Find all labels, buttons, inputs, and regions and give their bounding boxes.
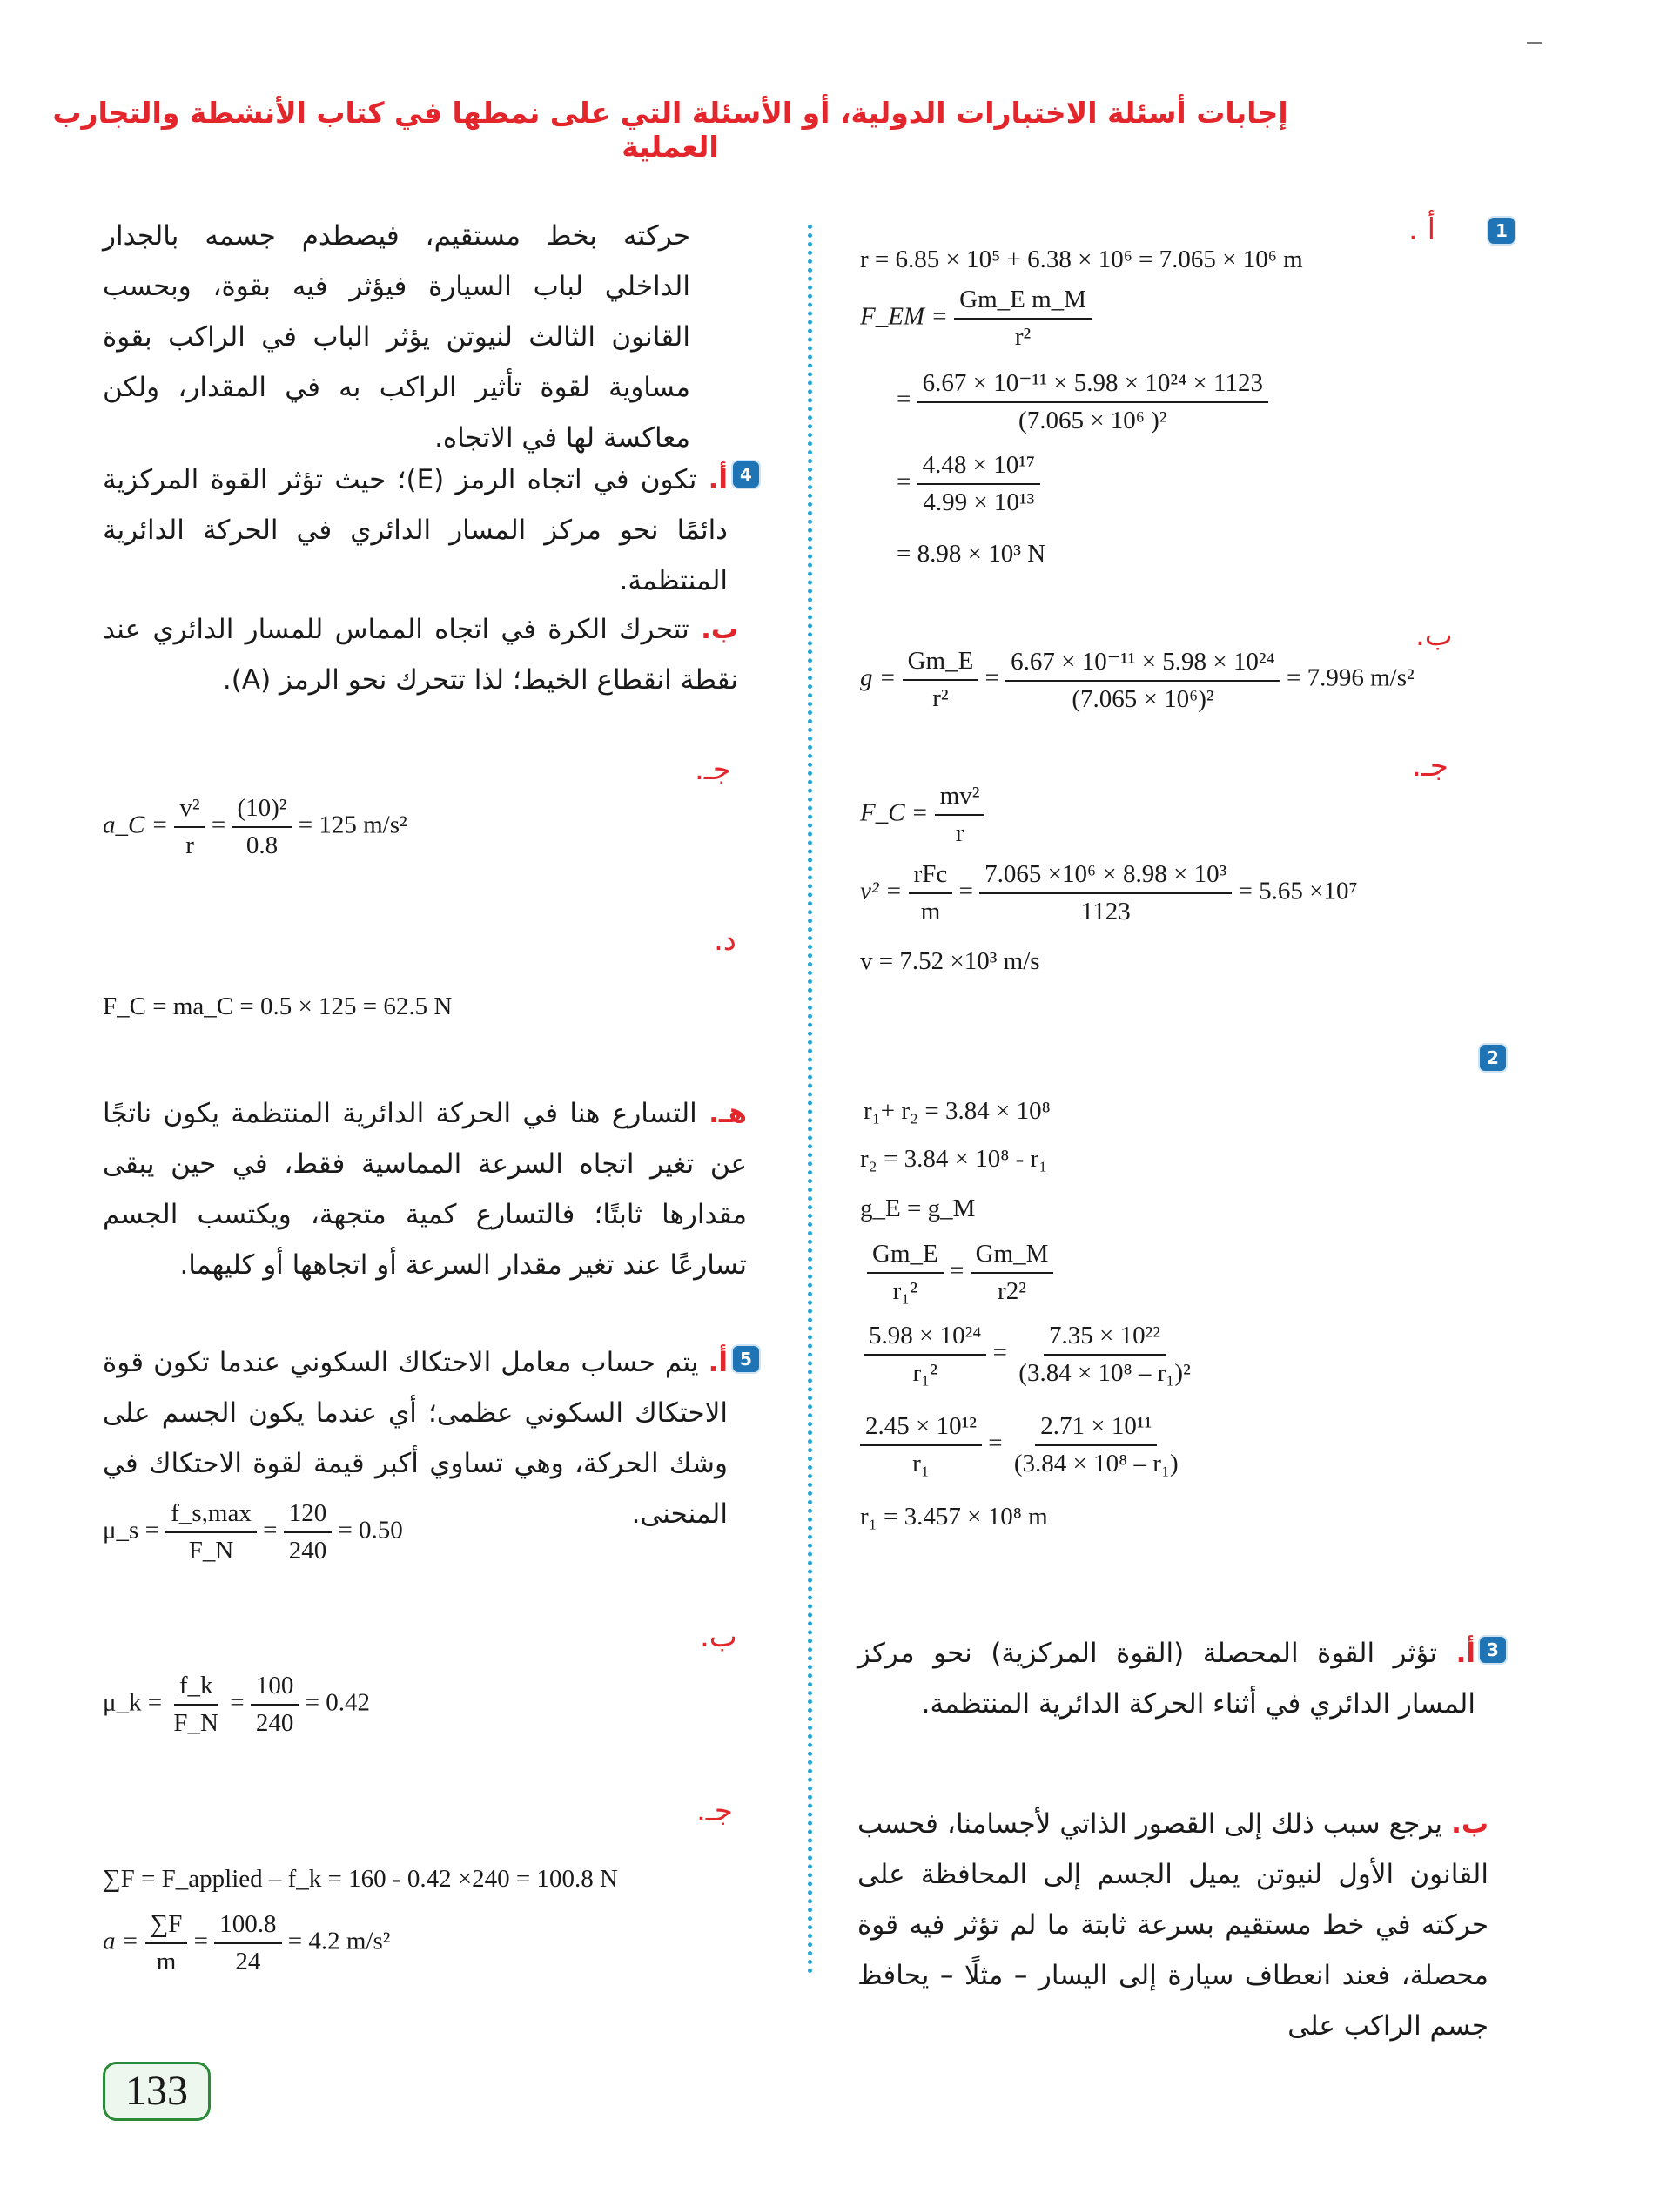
q4-part-a: أ. تكون في اتجاه الرمز (E)؛ حيث تؤثر القوة المركزية دائمًا نحو مركز المسار الدائري في الحركة الدائرية المنتظمة.: [103, 464, 729, 596]
q4-part-e: هـ. التسارع هنا في الحركة الدائرية المنتظمة يكون ناتجًا عن تغير اتجاه السرعة المماسية فقط، في حين يبقى مقدارها ثابتًا؛ فالتسارع كمية متجهة، ويكتسب الجسم تسارعًا عند تغير مقدار السرعة أو اتجاهها أو كليهما.: [103, 1098, 747, 1281]
q2-eq-sum-radii: r₁+ r₂ = 3.84 × 10⁸: [864, 1097, 1051, 1125]
q5-eq-kinetic-coefficient: μ_k = $\frac{f\_k}{F\_N}$ = $\frac{100}{240}$ = 0.42: [103, 1672, 370, 1737]
q5-part-c-label: جـ.: [696, 1794, 733, 1828]
q5-eq-net-force: ∑F = F_applied – f_k = 160 - 0.42 ×240 = 100.8 N: [103, 1865, 618, 1893]
q2-eq-r2: r₂ = 3.84 × 10⁸ - r₁: [860, 1145, 1048, 1173]
q4-eq-acceleration: a_C = $\frac{\text{v²}}{r}$ = $\frac{\text{(10)²}}{0.8}$ = 125 m/s²: [103, 794, 407, 859]
q2-eq-substituted: $\frac{\text{5.98 × 10²⁴}}{\text{r₁²}}$ = $\frac{\text{7.35 × 10²²}}{\text{(3.84 × 10⁸ – r₁)²}}$: [864, 1322, 1196, 1388]
q5-part-b-label: ب.: [700, 1619, 737, 1654]
q1-eq-fem-result: = 8.98 × 10³ N: [897, 540, 1046, 568]
q1-eq-radius: r = 6.85 × 10⁵ + 6.38 × 10⁶ = 7.065 × 10⁶ m: [860, 246, 1303, 273]
q5-eq-acceleration: a = $\frac{\sum F}{m}$ = $\frac{100.8}{24}$ = 4.2 m/s²: [103, 1910, 391, 1975]
q1-eq-centripetal-force: F_C = $\frac{\text{mv²}}{r}$: [860, 782, 984, 848]
q1-eq-gravity: g = $\frac{Gm\_E}{\text{r²}}$ = $\frac{\text{6.67 × 10⁻¹¹ × 5.98 × 10²⁴}}{\text{(7.065 × 10⁶)²}}$ = 7.996 m/s²: [860, 647, 1415, 713]
q3-part-a: أ. تؤثر القوة المحصلة (القوة المركزية) نحو مركز المسار الدائري في أثناء الحركة الدائرية المنتظمة.: [857, 1638, 1476, 1720]
q1-eq-fem-simplified: = $\frac{\text{4.48 × 10¹⁷}}{\text{4.99 × 10¹³}}$: [897, 451, 1040, 517]
q5-eq-static-coefficient: μ_s = $\frac{f\_s,\max}{F\_N}$ = $\frac{120}{240}$ = 0.50: [103, 1499, 403, 1565]
q4-eq-force: F_C = ma_C = 0.5 × 125 = 62.5 N: [103, 993, 453, 1020]
q1-part-b-label: ب.: [1415, 618, 1453, 653]
page-number: 133: [103, 2062, 211, 2121]
q4-part-c-label: جـ.: [695, 752, 731, 787]
q1-eq-fem: F_EM = $\frac{\text{Gm\_E m\_M}}{\text{r²}}$: [860, 286, 1092, 352]
q2-eq-result: r₁ = 3.457 × 10⁸ m: [860, 1503, 1048, 1531]
q2-eq-gravity-ratio: $\frac{Gm\_E}{\text{r₁²}}$ = $\frac{Gm\_M}{\text{r2²}}$: [867, 1240, 1053, 1306]
q1-eq-fem-substituted: = $\frac{\text{6.67 × 10⁻¹¹ × 5.98 × 10²⁴ × 1123}}{\text{(7.065 × 10⁶ )²}}$: [897, 367, 1268, 435]
q3-continuation-text: حركته بخط مستقيم، فيصطدم جسمه بالجدار الداخلي لباب السيارة فيؤثر فيه بقوة، وبحسب القانون الثالث لنيوتن يؤثر الباب في الراكب بقوة مساوية لقوة تأثير الراكب به في المقدار، ولكن معاكسة لها في الاتجاه.: [103, 220, 690, 454]
q1-eq-velocity: v = 7.52 ×10³ m/s: [860, 947, 1040, 975]
q3-part-b: ب. يرجع سبب ذلك إلى القصور الذاتي لأجسامنا، فحسب القانون الأول لنيوتن يميل الجسم إلى المحافظة على حركته في خط مستقيم بسرعة ثابتة ما لم تؤثر فيه قوة محصلة، فعند انعطاف سيارة إلى اليسار – مثلًا – يحافظ جسم الراكب على: [857, 1808, 1488, 2042]
q5-part-a: أ. يتم حساب معامل الاحتكاك السكوني عندما تكون قوة الاحتكاك السكوني عظمى؛ أي عندما يكون الجسم على وشك الحركة، وهي تساوي أكبر قيمة لقوة الاحتكاك في المنحنى.: [103, 1347, 728, 1530]
column-divider: [808, 225, 812, 1975]
q1-part-c-label: جـ.: [1412, 749, 1448, 784]
question-1-badge: 1: [1488, 218, 1515, 244]
q4-part-d-label: د.: [714, 923, 736, 958]
q1-part-a-label: أ .: [1408, 212, 1436, 247]
q1-eq-velocity-squared: v² = $\frac{\text{rFc}}{m}$ = $\frac{\text{7.065 ×10⁶ × 8.98 × 10³}}{1123}$ = 5.65 ×10⁷: [860, 860, 1358, 925]
q2-eq-root: $\frac{\text{2.45 × 10¹²}}{\text{r₁}}$ = $\frac{\text{2.71 × 10¹¹}}{\text{(3.84 × 10⁸ – r₁)}}$: [860, 1412, 1184, 1478]
top-dash: [1527, 42, 1542, 44]
page-header: إجابات أسئلة الاختبارات الدولية، أو الأسئلة التي على نمطها في كتاب الأنشطة والتجارب العملية: [52, 96, 1288, 164]
question-5-badge: 5: [733, 1346, 759, 1372]
question-3-badge: 3: [1480, 1637, 1506, 1663]
question-4-badge: 4: [733, 461, 759, 488]
question-2-badge: 2: [1480, 1045, 1506, 1071]
q2-eq-g-equal: g_E = g_M: [860, 1195, 976, 1222]
q4-part-b: ب. تتحرك الكرة في اتجاه المماس للمسار الدائري عند نقطة انقطاع الخيط؛ لذا تتحرك نحو الرمز (A).: [103, 614, 738, 696]
